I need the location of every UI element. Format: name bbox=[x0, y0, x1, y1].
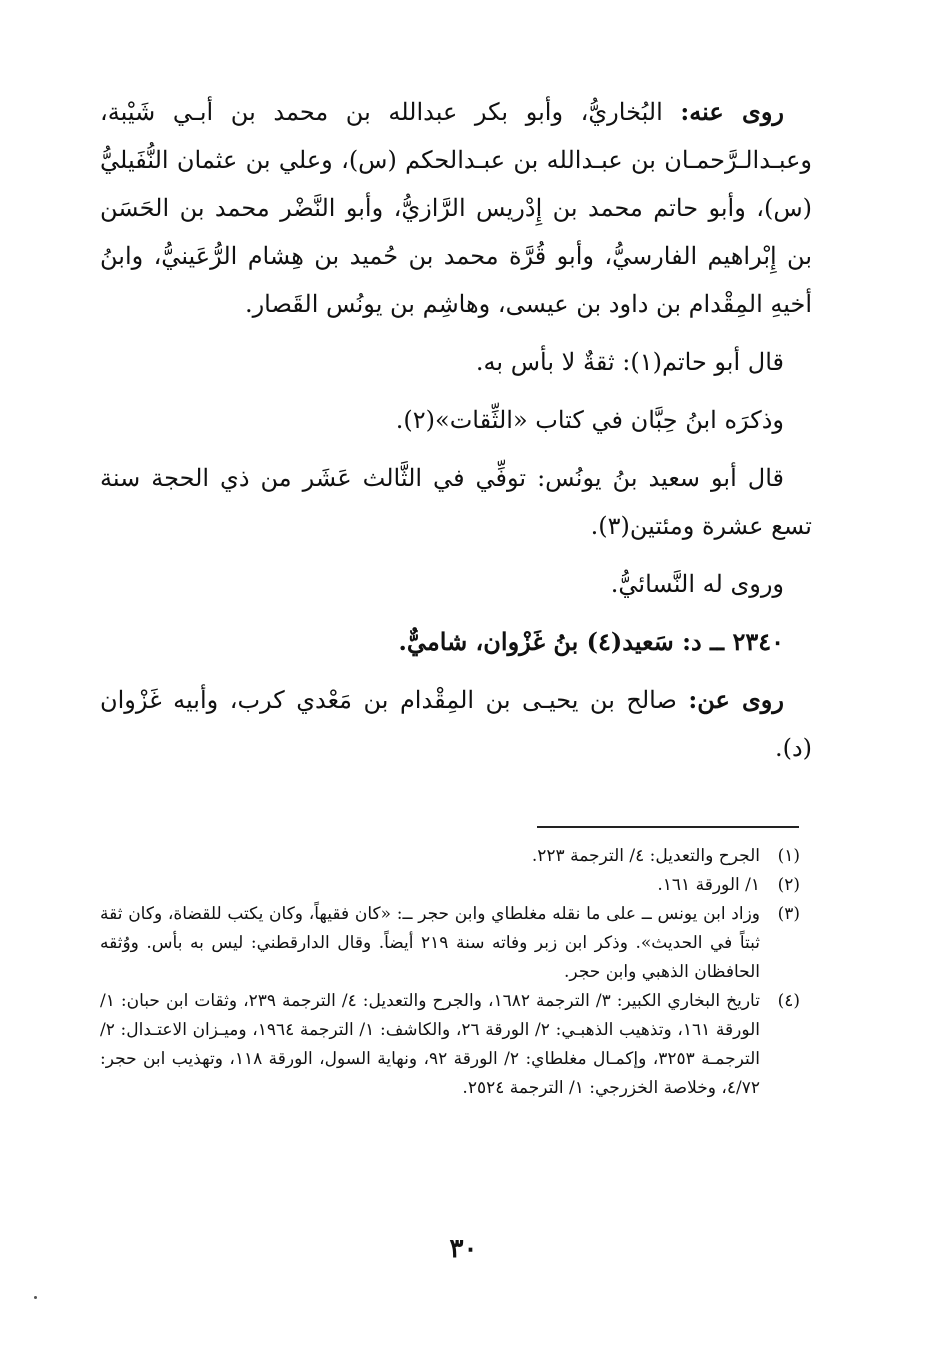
footnote-text: تاريخ البخاري الكبير: ٣/ الترجمة ١٦٨٢، والجرح والتعديل: ٤/ الترجمة ٢٣٩، وثقات ابن حبان: ١/ الورقة ١٦١، وتذهيب الذهبـي: ٢/ الورقة ٢٦، والكاشف: ١/ الترجمة ١٩٦٤، وميـزان الاعتـدال: ٢/ الترجمـة ٣٢٥٣، وإكمـال مغلطاي: ٢/ الورقة ٩٢، ونهاية السول، الورقة ١١٨، وتهذيب ابن حجر: ٤/٧٢، وخلاصة الخزرجي: ١/ الترجمة ٢٥٢٤. bbox=[100, 991, 761, 1098]
footnote-item bbox=[100, 842, 800, 871]
ibn-hibban-paragraph: وذكرَه ابنُ حِبَّان في كتاب «الثِّقات»(٢). bbox=[395, 406, 784, 434]
footnote-text: ١/ الورقة ١٦١. bbox=[657, 875, 760, 895]
main-text bbox=[100, 88, 812, 782]
scan-speck bbox=[34, 1296, 37, 1299]
ibn-yunus-paragraph: قال أبو سعيد بنُ يونُس: توفِّي في الثَّالث عَشَر من ذي الحجة سنة تسع عشرة ومئتين(٣). bbox=[100, 464, 812, 540]
footnote-number: (٣) bbox=[777, 904, 800, 924]
footnote-number: (١) bbox=[777, 846, 800, 866]
footnote-text: الجرح والتعديل: ٤/ الترجمة ٢٢٣. bbox=[531, 846, 760, 866]
footnote-number: (٢) bbox=[777, 875, 800, 895]
footnote-item bbox=[100, 871, 800, 900]
footnote-text: وزاد ابن يونس ــ على ما نقله مغلطاي وابن حجر ــ: «كان فقيهاً، وكان يكتب للقضاة، وكان ثقة ثبتاً في الحديث». وذكر ابن زبر وفاته سنة ٢١٩ أيضاً. وقال الدارقطني: ليس به بأس. ووُثقه الحافظان الذهبي وابن حجر. bbox=[100, 904, 761, 982]
narrated-on-text: صالح بن يحيـى بن المِقْدام بن مَعْدي كرب، وأبيه غَزْوان (د). bbox=[100, 686, 812, 762]
page-number: ٣٠ bbox=[449, 1234, 478, 1264]
nasai-paragraph: وروى له النَّسائيُّ. bbox=[610, 570, 784, 598]
narrated-from-text: البُخاريُّ، وأبو بكر عبدالله بن محمد بن أبـي شَيْبة، وعبـدالـرَّحمـان بن عبـدالله بن عبـدالحكم (س)، وعلي بن عثمان النُّفَيليُّ (س)، وأبو حاتم محمد بن إِدْريس الرَّازيُّ، وأبو النَّضْر محمد بن الحَسَن بن إِبْراهيم الفارسيُّ، وأبو قُرَّة محمد بن حُميد بن هِشام الرُّعَينيُّ، وابنُ أخيهِ المِقْدام بن داود بن عيسى، وهاشِم بن يونُس القَصار. bbox=[100, 98, 812, 318]
footnote-item bbox=[100, 987, 800, 1103]
narrated-on-paragraph bbox=[100, 676, 812, 772]
narrated-from-paragraph bbox=[100, 88, 812, 328]
narrated-on-label: روى عن: bbox=[688, 685, 784, 714]
footnotes bbox=[100, 842, 800, 1103]
footnote-item bbox=[100, 900, 800, 987]
abu-hatim-paragraph: قال أبو حاتم(١): ثقةٌ لا بأس به. bbox=[475, 348, 784, 376]
narrated-from-label: روى عنه: bbox=[680, 97, 784, 126]
footnote-number: (٤) bbox=[777, 991, 800, 1011]
footnote-separator bbox=[537, 826, 799, 828]
entry-heading: ٢٣٤٠ ــ د: سَعيد(٤) بنُ غَزْوان، شاميٌّ. bbox=[398, 627, 784, 656]
